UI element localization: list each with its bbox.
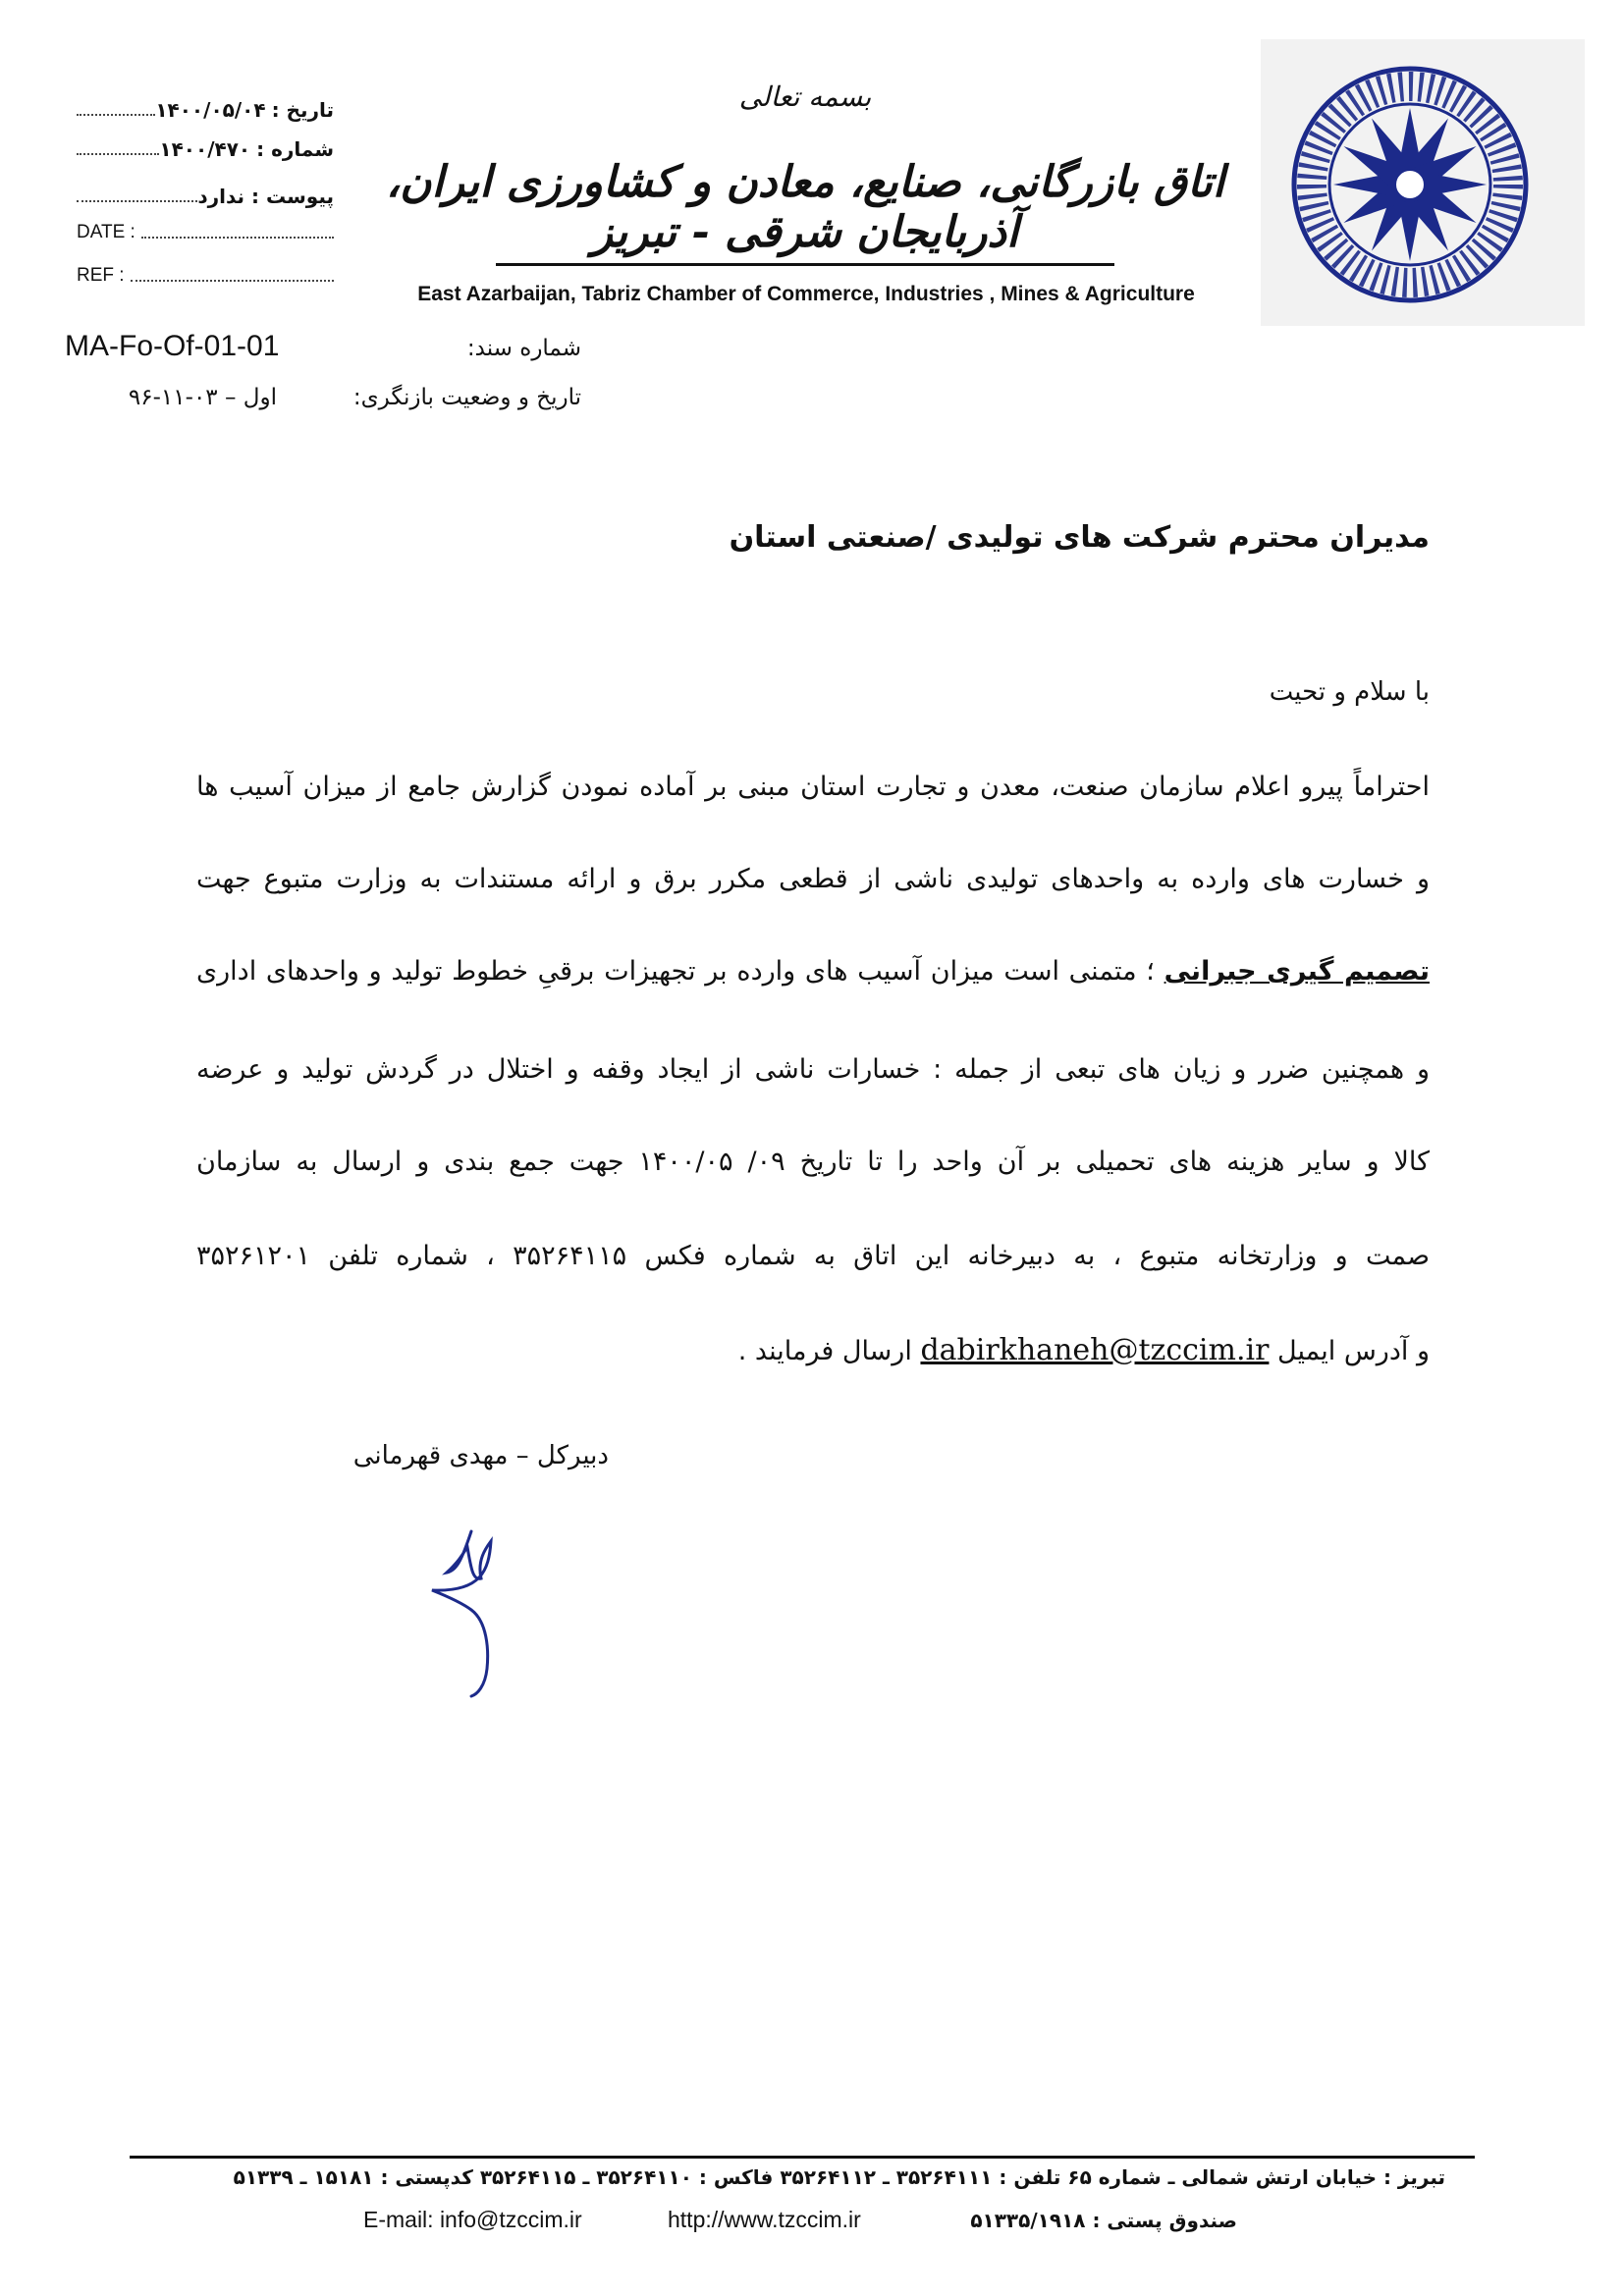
attachment-field bbox=[77, 173, 334, 208]
handwritten-signature bbox=[403, 1502, 540, 1708]
number-dots bbox=[77, 153, 159, 155]
date-field bbox=[77, 86, 334, 122]
basmala: بسمه تعالی bbox=[738, 80, 872, 113]
body-line-6: صمت و وزارتخانه متبوع ، به دبیرخانه این اتاق به شماره فکس ۳۵۲۶۴۱۱۵ ، شماره تلفن ۳۵۲۶۱۲۰۱ bbox=[196, 1241, 1431, 1271]
revision-label: تاریخ و وضعیت بازنگری: bbox=[352, 385, 581, 410]
footer-email[interactable]: E-mail: info@tzccim.ir bbox=[363, 2207, 582, 2232]
date-en-dots bbox=[141, 237, 334, 239]
recipient-heading: مدیران محترم شرکت های تولیدی /صنعتی استان bbox=[729, 520, 1430, 555]
underlined-phrase: تصمیم گیری جبرانی bbox=[1164, 956, 1430, 987]
date-en-label: DATE : bbox=[77, 222, 135, 242]
footer-po-box: صندوق پستی : ۵۱۳۳۵/۱۹۱۸ bbox=[970, 2209, 1237, 2232]
date-label: تاریخ : bbox=[271, 98, 334, 122]
revision-value: اول – ۰۳-۱۱-۹۶ bbox=[128, 385, 277, 410]
chamber-logo bbox=[1261, 39, 1585, 326]
date-dots bbox=[77, 114, 155, 116]
signer-name: دبیرکل – مهدی قهرمانی bbox=[352, 1441, 609, 1470]
footer-website[interactable]: http://www.tzccim.ir bbox=[668, 2207, 861, 2232]
email-link[interactable]: dabirkhaneh@tzccim.ir bbox=[920, 1333, 1270, 1367]
chamber-logo-icon bbox=[1261, 39, 1585, 326]
org-name-en: East Azarbaijan, Tabriz Chamber of Commerce, Industries , Mines & Agriculture bbox=[417, 283, 1195, 305]
attachment-label: پیوست : ندارد bbox=[197, 185, 334, 208]
org-name-fa: اتاق بازرگانی، صنایع، معادن و کشاورزی ایران، آذربایجان شرقی - تبریز bbox=[385, 157, 1225, 257]
body-line-2: و خسارت های وارده به واحدهای تولیدی ناشی از قطعی مکرر برق و ارائه مستندات به وزارت متبوع جهت bbox=[196, 864, 1430, 894]
date-en-field bbox=[77, 222, 334, 243]
body-line-7 bbox=[196, 1333, 1430, 1367]
body-line-4: و همچنین ضرر و زیان های تبعی از جمله : خسارات ناشی از ایجاد وقفه و اختلال در گردش تولید و عرضه bbox=[196, 1054, 1430, 1085]
footer-divider bbox=[130, 2156, 1475, 2159]
number-value: ۱۴۰۰/۴۷۰ bbox=[159, 137, 251, 161]
body-line-5: کالا و سایر هزینه های تحمیلی بر آن واحد را تا تاریخ ۰۹/ ۱۴۰۰/۰۵ جهت جمع بندی و ارسال به سازمان bbox=[196, 1147, 1431, 1177]
ref-en-dots bbox=[131, 280, 334, 282]
body-line-3 bbox=[196, 956, 1430, 987]
header-divider bbox=[496, 263, 1114, 266]
footer-address: تبریز : خیابان ارتش شمالی ـ شماره ۶۵ تلفن : ۳۵۲۶۴۱۱۱ ـ ۳۵۲۶۴۱۱۲ فاکس : ۳۵۲۶۴۱۱۰ ـ ۳۵۲۶۴۱۱۵ کدپستی : ۱۵۱۸۱ ـ ۵۱۳۳۹ bbox=[233, 2165, 1445, 2189]
body-line-1: احتراماً پیرو اعلام سازمان صنعت، معدن و تجارت استان مبنی بر آماده نمودن گزارش جامع از میزان آسیب ها bbox=[196, 772, 1430, 802]
greeting: با سلام و تحیت bbox=[1269, 677, 1430, 707]
ref-en-label: REF : bbox=[77, 265, 125, 286]
ref-en-field bbox=[77, 265, 334, 287]
number-field bbox=[77, 126, 334, 161]
attachment-dots bbox=[77, 200, 197, 202]
date-value: ۱۴۰۰/۰۵/۰۴ bbox=[155, 98, 266, 122]
body-line-3-rest: ؛ متمنی است میزان آسیب های وارده بر تجهیزات برقیِ خطوط تولید و واحدهای اداری bbox=[196, 956, 1155, 987]
body-line-7-start: و آدرس ایمیل bbox=[1277, 1336, 1430, 1366]
number-label: شماره : bbox=[256, 137, 334, 161]
body-line-7-end: ارسال فرمایند . bbox=[737, 1336, 912, 1366]
document-code: MA-Fo-Of-01-01 bbox=[65, 330, 280, 362]
document-number-label: شماره سند: bbox=[466, 336, 581, 361]
